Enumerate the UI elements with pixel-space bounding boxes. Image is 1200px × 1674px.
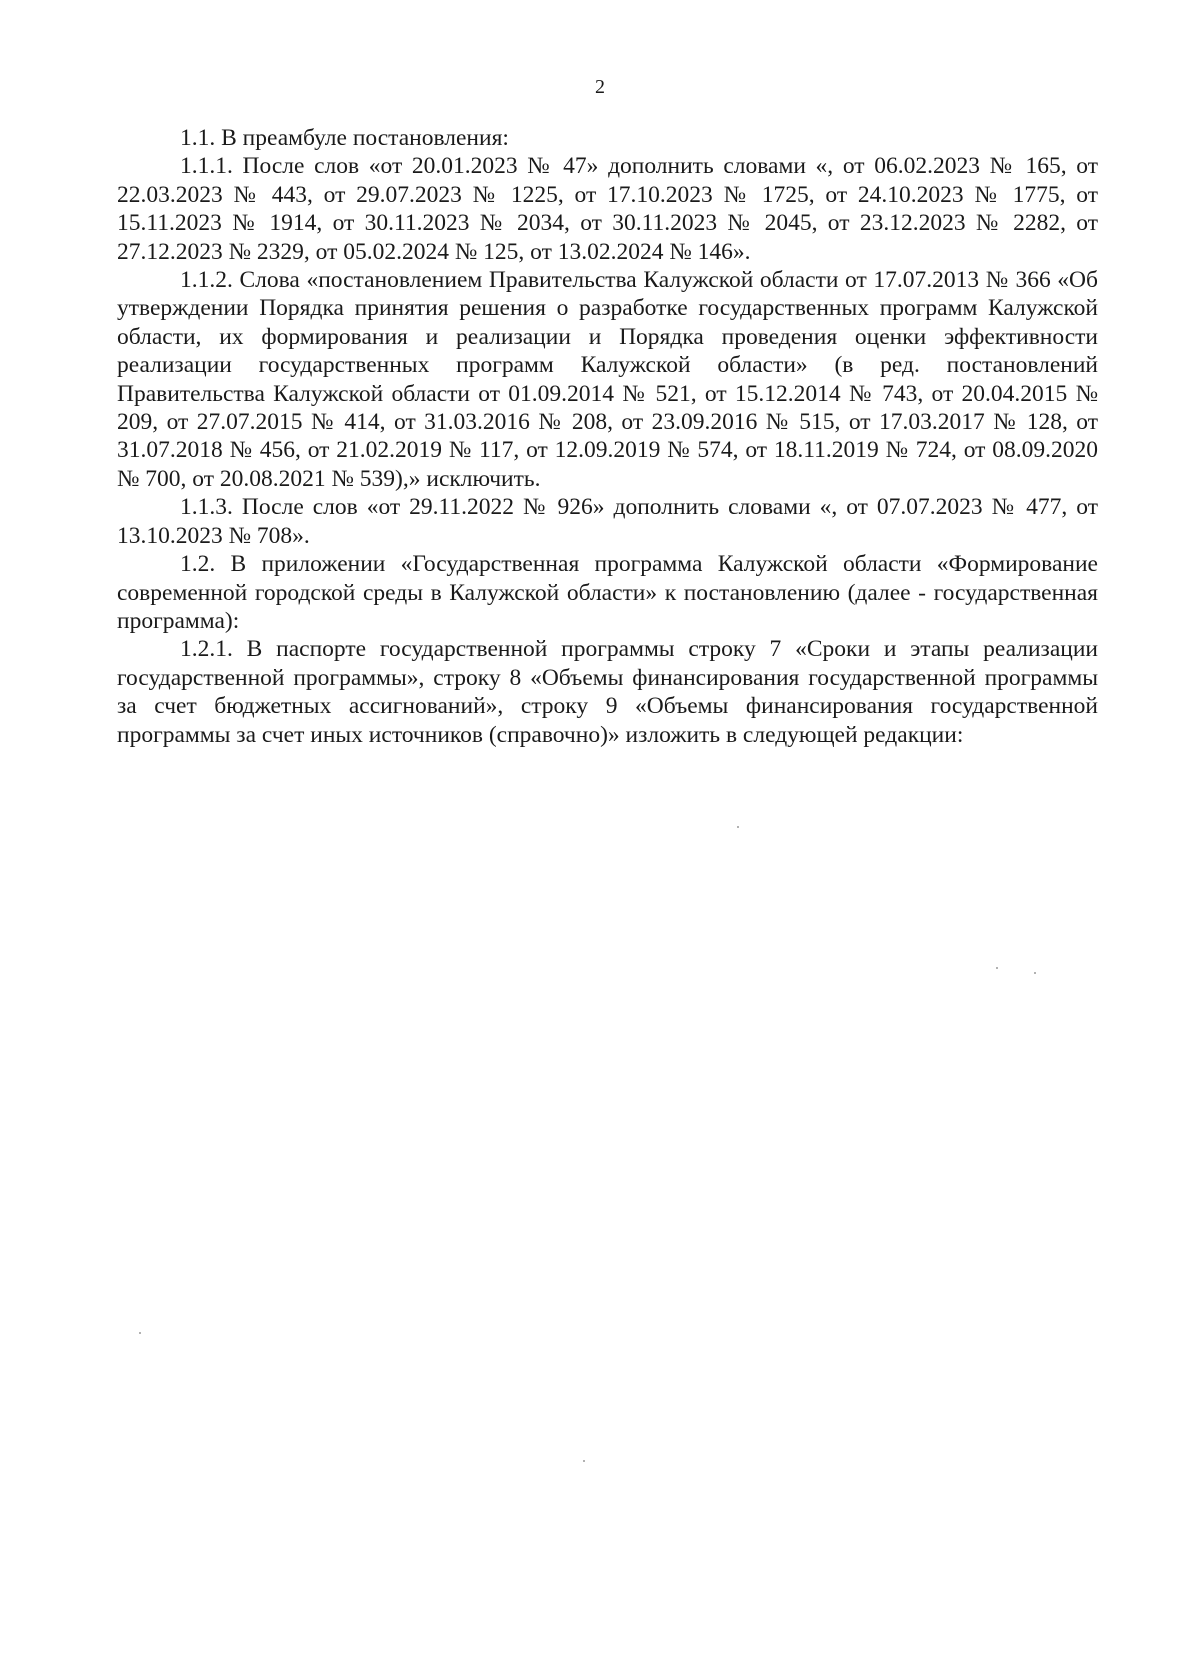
paragraph-1-2: 1.2. В приложении «Государственная программа Калужской области «Формирование современной городской среды в Калужской области» к постановлению (далее - государственная программа): xyxy=(117,551,1098,634)
scan-speck xyxy=(139,1332,141,1334)
paragraph-1-2-1: 1.2.1. В паспорте государственной программы строку 7 «Сроки и этапы реализации государственной программы», строку 8 «Объемы финансирования государственной программы за счет бюджетных ассигнований», строку 9 «Объемы финансирования государственной программы за счет иных источников (справочно)» изложить в следующей редакции: xyxy=(117,636,1098,748)
paragraph-1-1-3: 1.1.3. После слов «от 29.11.2022 № 926» дополнить словами «, от 07.07.2023 № 477, от 13.10.2023 № 708». xyxy=(117,494,1098,549)
scan-speck xyxy=(996,967,998,969)
page-number: 2 xyxy=(595,76,605,98)
document-body xyxy=(117,124,1098,749)
scan-speck xyxy=(1034,972,1036,974)
paragraph-1-1-1: 1.1.1. После слов «от 20.01.2023 № 47» дополнить словами «, от 06.02.2023 № 165, от 22.03.2023 № 443, от 29.07.2023 № 1225, от 17.10.2023 № 1725, от 24.10.2023 № 1775, от 15.11.2023 № 1914, от 30.11.2023 № 2034, от 30.11.2023 № 2045, от 23.12.2023 № 2282, от 27.12.2023 № 2329, от 05.02.2024 № 125, от 13.02.2024 № 146». xyxy=(117,153,1098,265)
paragraph-1-1-2: 1.1.2. Слова «постановлением Правительства Калужской области от 17.07.2013 № 366 «Об утверждении Порядка принятия решения о разработке государственных программ Калужской области, их формирования и реализации и Порядка проведения оценки эффективности реализации государственных программ Калужской области» (в ред. постановлений Правительства Калужской области от 01.09.2014 № 521, от 15.12.2014 № 743, от 20.04.2015 № 209, от 27.07.2015 № 414, от 31.03.2016 № 208, от 23.09.2016 № 515, от 17.03.2017 № 128, от 31.07.2018 № 456, от 21.02.2019 № 117, от 12.09.2019 № 574, от 18.11.2019 № 724, от 08.09.2020 № 700, от 20.08.2021 № 539),» исключить. xyxy=(117,267,1098,492)
scan-speck xyxy=(737,826,739,828)
paragraph-1-1: 1.1. В преамбуле постановления: xyxy=(180,125,509,151)
scan-speck xyxy=(583,1460,585,1462)
